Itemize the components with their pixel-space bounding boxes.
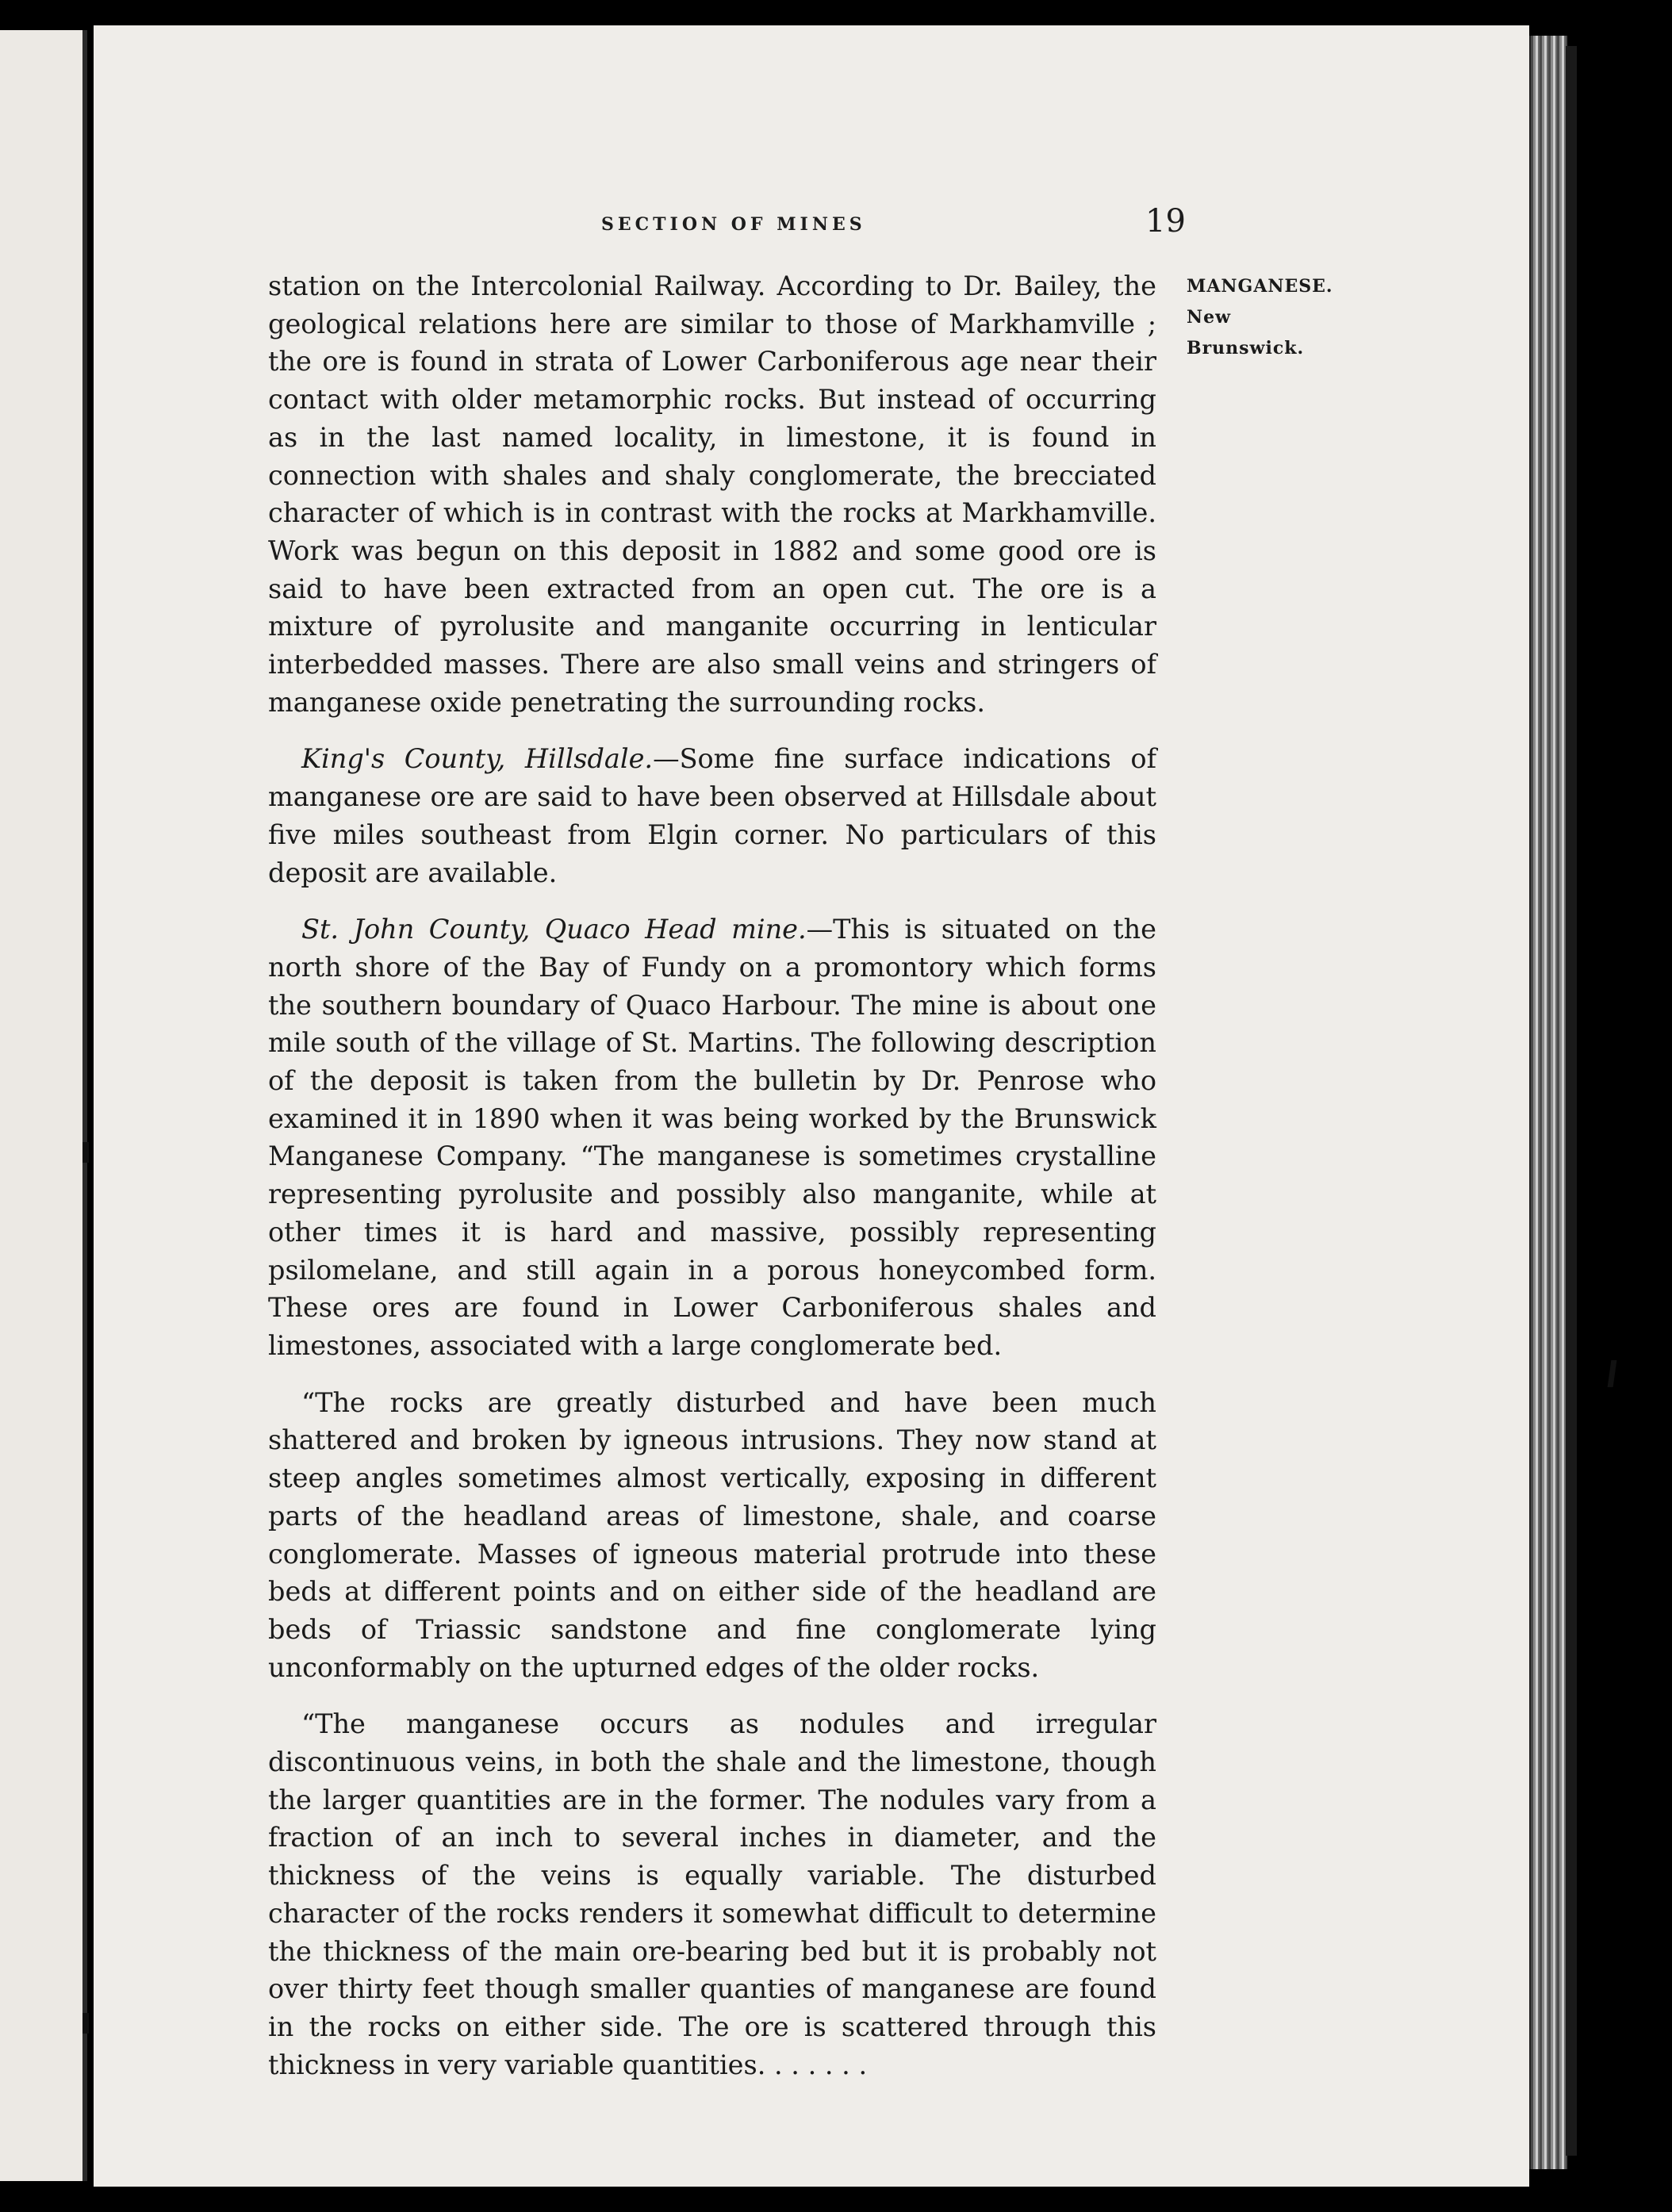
margin-note-region-1: New [1187,307,1232,328]
paragraph-2-heading: King's County, Hillsdale. [301,743,654,775]
margin-note-topic: MANGANESE. [1187,276,1333,297]
page-header [94,203,1529,241]
binding-mark [82,1142,89,1163]
page-number: 19 [1145,203,1186,240]
paragraph-5 [268,1705,1156,2084]
facing-page-edge [0,30,87,2181]
book-cover-edge [1566,46,1577,2156]
edge-mark [1608,1360,1617,1387]
margin-note [1187,271,1333,364]
running-head: SECTION OF MINES [601,214,866,235]
paragraph-4 [268,1384,1156,1687]
paragraph-2 [268,740,1156,891]
paragraph-3 [268,910,1156,1364]
paragraph-3-heading: St. John County, Quaco Head mine. [301,914,807,945]
margin-note-region-2: Brunswick. [1187,338,1305,358]
paragraph-2-text: —Some fine surface indications of manganese ore are said to have been observed at Hillsdale about five miles southeast from Elgin corner. No particulars of this deposit are available. [268,743,1157,888]
paragraph-4-text: “The rocks are greatly disturbed and have been much shattered and broken by igneous intrusions. They now stand at steep angles sometimes almost vertically, exposing in different parts of the headland areas of limestone, shale, and coarse conglomerate. Masses of igneous material protrude into these beds at different points and on either side of the headland are beds of Triassic sandstone and fine conglomerate lying unconformably on the upturned edges of the older rocks. [268,1386,1156,1683]
book-page [94,25,1529,2187]
paragraph-1 [268,267,1156,721]
paragraph-3-text: —This is situated on the north shore of the Bay of Fundy on a promontory which forms the southern boundary of Quaco Harbour. The mine is about one mile south of the village of St. Martins. The following description of the deposit is taken from the bulletin by Dr. Penrose who examined it in 1890 when it was being worked by the Brunswick Manganese Company. “The manganese is sometimes crystalline representing pyrolusite and possibly also manganite, while at other times it is hard and massive, possibly representing psilomelane, and still again in a porous honeycombed form. These ores are found in Lower Carboniferous shales and limestones, associated with a large conglomerate bed. [268,914,1156,1361]
body-text [268,267,1156,2103]
paragraph-5-text: “The manganese occurs as nodules and irregular discontinuous veins, in both the shale and the limestone, though the larger quantities are in the former. The nodules vary from a fraction of an inch to several inches in diameter, and the thickness of the veins is equally variable. The disturbed character of the rocks renders it somewhat difficult to determine the thickness of the main ore-bearing bed but it is probably not over thirty feet though smaller quanties of manganese are found in the rocks on either side. The ore is scattered through this thickness in very variable quantities. . . . . . . [268,1708,1156,2080]
paragraph-1-text: station on the Intercolonial Railway. According to Dr. Bailey, the geological relations here are similar to those of Markhamville ; the ore is found in strata of Lower Carboniferous age near their contact with older metamorphic rocks. But instead of occurring as in the last named locality, in limestone, it is found in connection with shales and shaly conglomerate, the brecciated character of which is in contrast with the rocks at Markhamville. Work was begun on this deposit in 1882 and some good ore is said to have been extracted from an open cut. The ore is a mixture of pyrolusite and manganite occurring in lenticular interbedded masses. There are also small veins and stringers of manganese oxide penetrating the surrounding rocks. [268,270,1156,718]
binding-mark [82,2013,89,2034]
page-stack-edge [1529,36,1567,2169]
